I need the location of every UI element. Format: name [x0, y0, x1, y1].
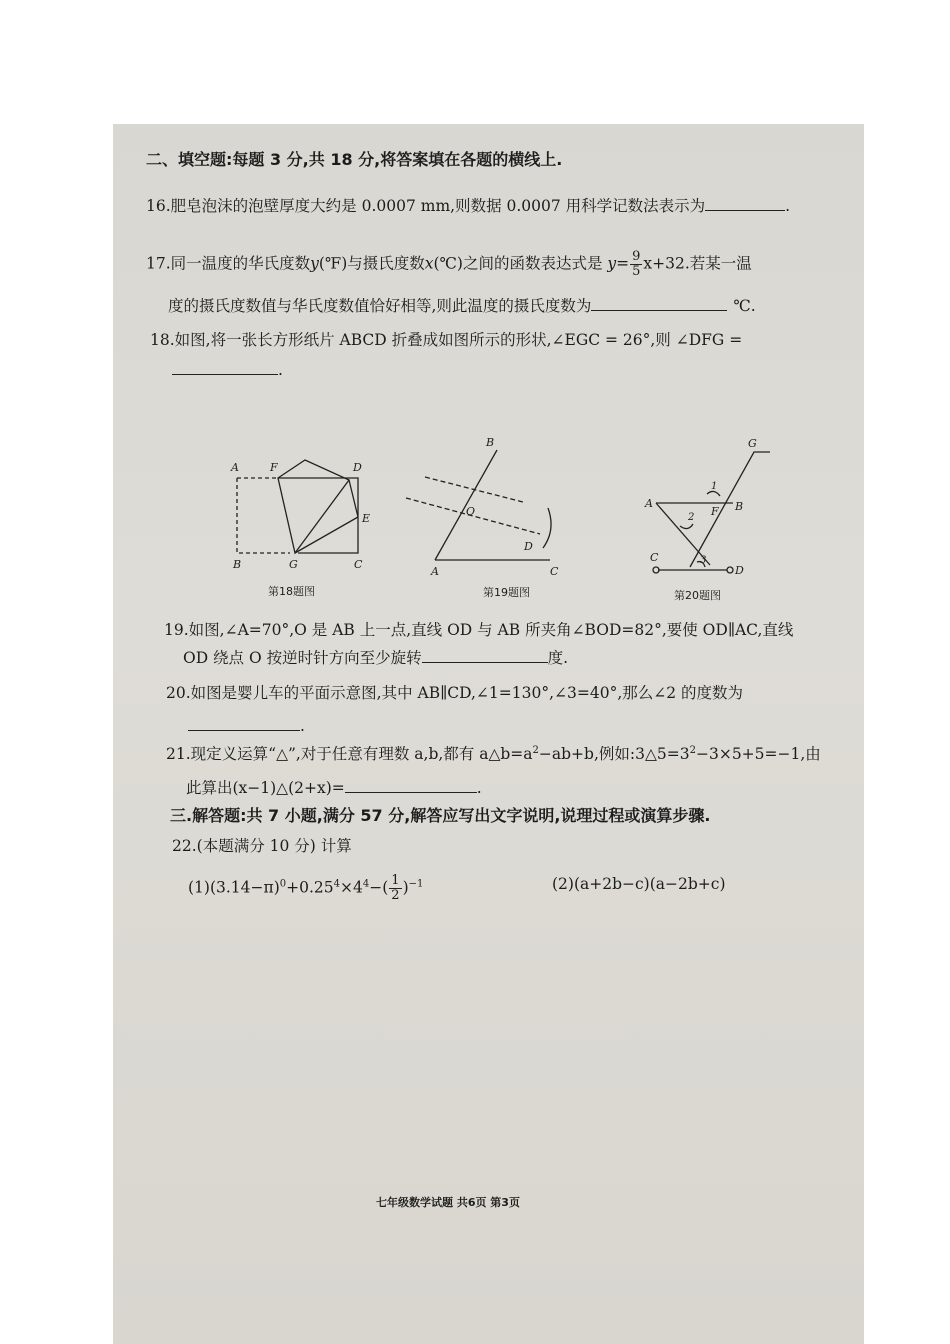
- fig19-label-B: B: [486, 436, 495, 449]
- fig20-angle2-arc: [680, 524, 693, 529]
- q21-sup-a: 2: [532, 744, 539, 756]
- q22-p1-num: 1: [391, 873, 400, 888]
- question-19-line1: 19.如图,∠A=70°,O 是 AB 上一点,直线 OD 与 AB 所夹角∠BOD=82°,要使 OD∥AC,直线: [164, 621, 794, 639]
- fig19-label-D: D: [524, 540, 533, 553]
- question-21-line1: [166, 744, 821, 764]
- figures-svg: [0, 0, 950, 640]
- fig18-label-F: F: [270, 461, 278, 474]
- q22-p1-fraction: [389, 874, 401, 903]
- question-19-line2: [183, 648, 568, 668]
- question-22-title: 22.(本题满分 10 分) 计算: [172, 837, 352, 855]
- q22-p1-c: ×4: [340, 878, 363, 897]
- fig18-fold-line: [295, 517, 358, 553]
- q17-var-y: y: [310, 254, 319, 273]
- fig18-label-C: C: [354, 558, 363, 571]
- fig18-dashed-left: [237, 478, 290, 553]
- fig18-rect-solid: [278, 478, 358, 553]
- question-22-part2: (2)(a+2b−c)(a−2b+c): [552, 875, 726, 893]
- fig19-label-C: C: [550, 565, 559, 578]
- q22-p1-d: −(: [369, 878, 389, 897]
- q18-end: .: [278, 361, 283, 379]
- q22-p1-sup4b: 4: [362, 878, 370, 890]
- q21-text-b: −ab+b,例如:3△5=3: [538, 745, 690, 763]
- q20-answer-blank[interactable]: [188, 716, 300, 731]
- fig20-handle-line: [690, 452, 770, 567]
- q22-p1-b: +0.25: [286, 878, 334, 897]
- q21-end: .: [476, 779, 482, 797]
- fig20-label-C: C: [650, 551, 659, 564]
- fig18-label-E: E: [362, 512, 371, 525]
- q22-p1-e: ): [402, 878, 409, 897]
- q22-p1-sup4a: 4: [333, 878, 340, 890]
- q17-frac-den: 5: [632, 264, 641, 279]
- q17-text-c: (℃)之间的函数表达式是: [433, 254, 603, 273]
- fig18-label-B: B: [233, 558, 242, 571]
- q17-text-a: 17.同一温度的华氏度数: [146, 254, 311, 273]
- fig20-label-B: B: [735, 500, 744, 513]
- fig20-label-D: D: [735, 564, 744, 577]
- question-21-line2: [186, 778, 482, 798]
- fig19-caption: 第19题图: [483, 586, 530, 599]
- q17-frac-num: 9: [632, 249, 641, 264]
- fig18-fold-edge: [349, 480, 358, 517]
- q21-text-a: 21.现定义运算“△”,对于任意有理数 a,b,都有 a△b=a: [166, 745, 533, 763]
- fig20-label-1: 1: [711, 481, 718, 492]
- q22-p1-sup0: 0: [279, 878, 287, 890]
- q22-p1-a: (1)(3.14−π): [188, 878, 280, 897]
- q21-sup-b: 2: [689, 744, 696, 756]
- question-18: 18.如图,将一张长方形纸片 ABCD 折叠成如图所示的形状,∠EGC = 26°,则 ∠DFG =: [150, 331, 743, 349]
- fig20-label-3: 3: [700, 555, 707, 566]
- q17-eq-rhs: x+32.若某一温: [643, 254, 752, 273]
- fig20-caption: 第20题图: [674, 589, 721, 602]
- fig18-label-D: D: [353, 461, 362, 474]
- q17-var-x: x: [424, 254, 434, 273]
- fig18-caption: 第18题图: [268, 585, 315, 598]
- fig19-rotation-arc: [543, 508, 551, 548]
- q16-end: .: [785, 197, 791, 215]
- q22-p1-den: 2: [391, 888, 400, 903]
- section2-header: 二、填空题:每题 3 分,共 18 分,将答案填在各题的横线上.: [146, 150, 563, 169]
- fig19-label-O: O: [466, 505, 476, 518]
- fig20-label-A: A: [645, 497, 653, 510]
- fig19-label-A: A: [431, 565, 439, 578]
- fig18-label-A: A: [231, 461, 239, 474]
- fig19-dashed-parallel: [425, 477, 523, 502]
- question-22-part1: [188, 874, 423, 903]
- q22-p1-sup-neg1: −1: [408, 878, 424, 890]
- q17-eq-lhs: y=: [607, 254, 630, 273]
- question-20-line1: 20.如图是婴儿车的平面示意图,其中 AB∥CD,∠1=130°,∠3=40°,那么∠2 的度数为: [166, 684, 744, 702]
- fig20-wheel-D: [727, 567, 733, 573]
- q21-text-c: −3×5+5=−1,由: [695, 745, 821, 763]
- q17-text-b: (℉)与摄氏度数: [318, 254, 425, 273]
- figure-18: [237, 460, 358, 553]
- fig20-angle1-arc: [707, 491, 720, 496]
- q17-line2: 度的摄氏度数值与华氏度数值恰好相等,则此温度的摄氏度数为: [168, 297, 592, 315]
- q17-unit: ℃.: [733, 297, 756, 315]
- q21-answer-blank[interactable]: [345, 778, 477, 793]
- q21-text-line2: 此算出(x−1)△(2+x)=: [186, 779, 345, 797]
- q19-text-b: 度.: [547, 649, 569, 667]
- q19-answer-blank[interactable]: [422, 648, 548, 663]
- fig20-label-2: 2: [688, 512, 695, 523]
- q16-text: 16.肥皂泡沫的泡壁厚度大约是 0.0007 mm,则数据 0.0007 用科学记数法表示为: [146, 197, 706, 215]
- fig18-folded-flap: [278, 460, 349, 553]
- q20-answer-line: [188, 716, 305, 736]
- q19-text-a: OD 绕点 O 按逆时针方向至少旋转: [183, 649, 422, 667]
- q20-end: .: [300, 717, 305, 735]
- page-footer: 七年级数学试题 共6页 第3页: [376, 1196, 520, 1209]
- fig20-label-G: G: [748, 437, 757, 450]
- section3-header: 三.解答题:共 7 小题,满分 57 分,解答应写出文字说明,说理过程或演算步骤.: [170, 806, 711, 825]
- fig18-label-G: G: [289, 558, 298, 571]
- fig20-label-F: F: [711, 505, 719, 518]
